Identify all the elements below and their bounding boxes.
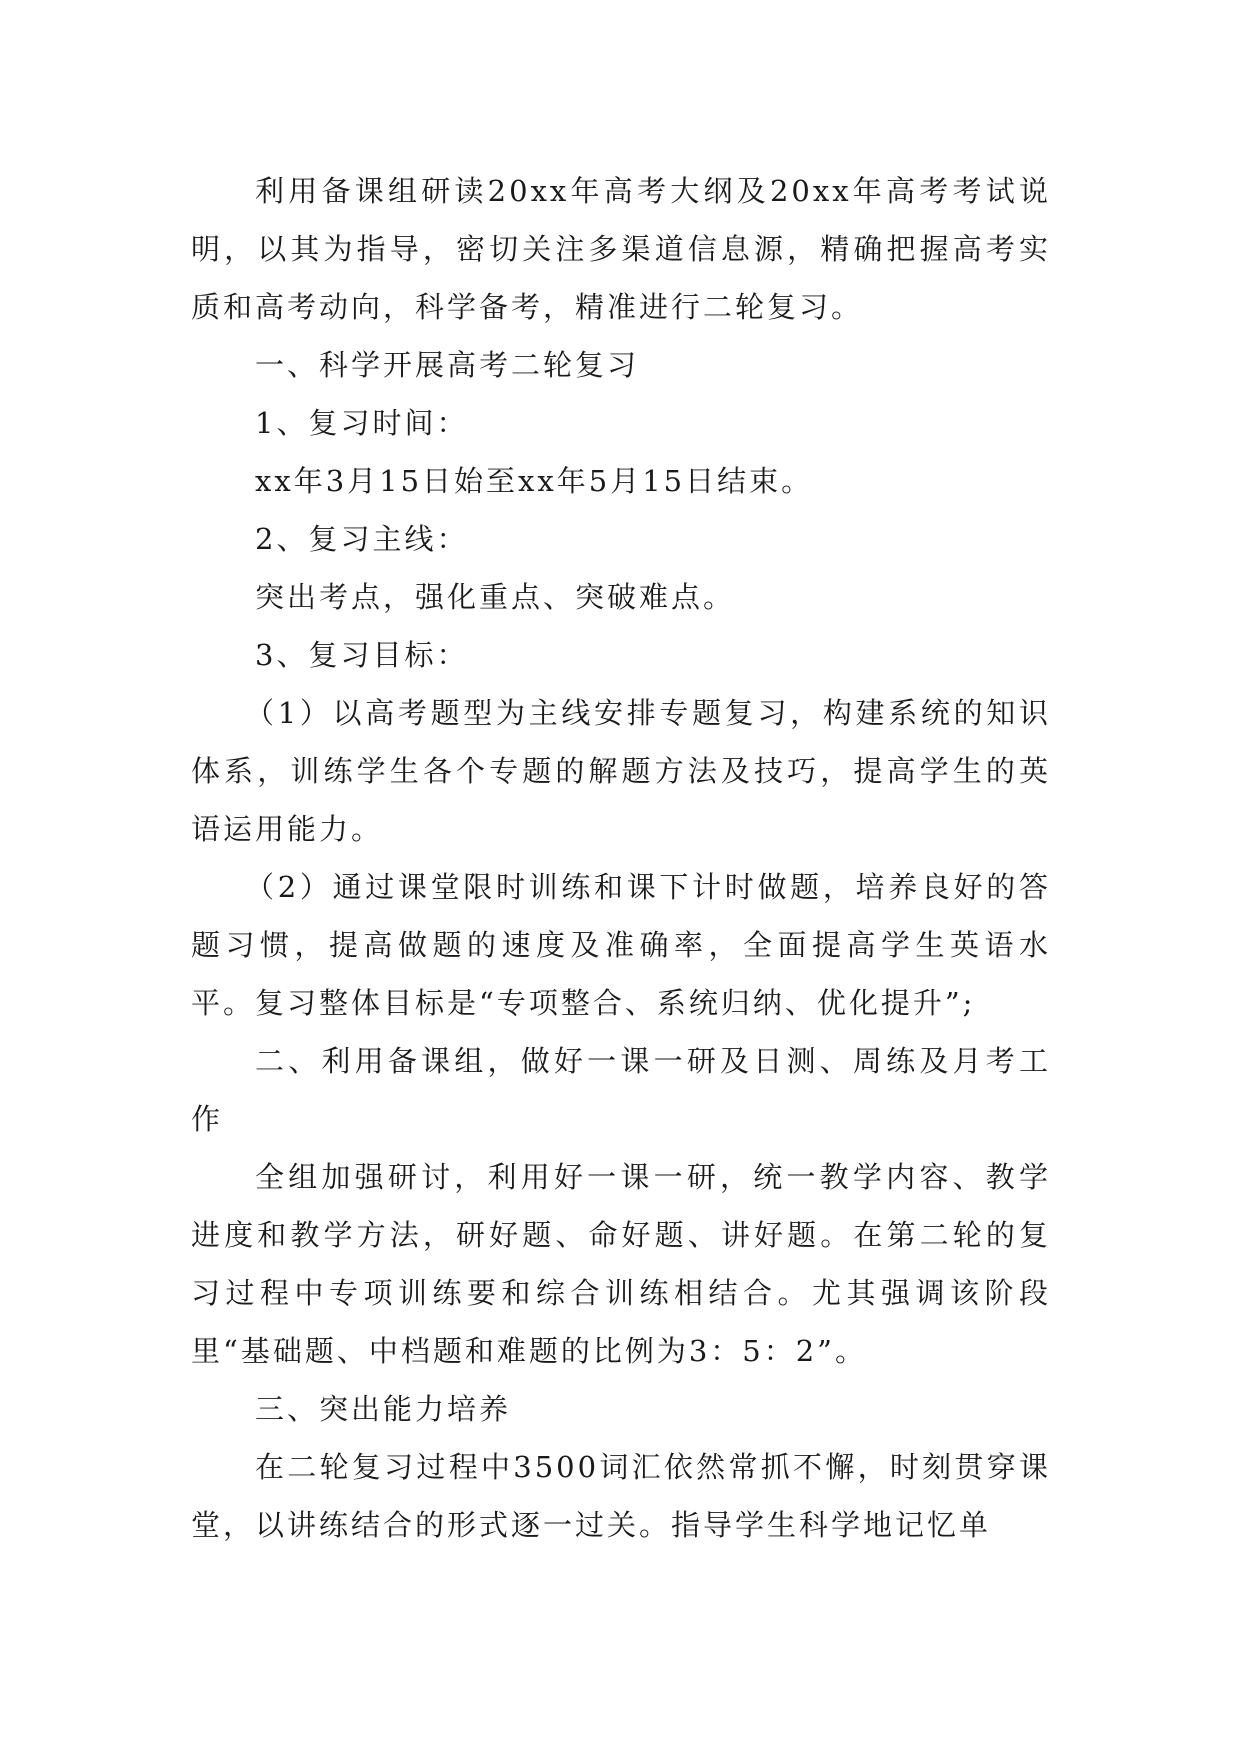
intro-paragraph: 利用备课组研读20xx年高考大纲及20xx年高考考试说明，以其为指导，密切关注多渠道信息源，精确把握高考实质和高考动向，科学备考，精准进行二轮复习。 <box>191 174 1051 324</box>
goal-paragraph-2: （2）通过课堂限时训练和课下计时做题，培养良好的答题习惯，提高做题的速度及准确率，全面提高学生英语水平。复习整体目标是“专项整合、系统归纳、优化提升”; <box>191 870 1051 1020</box>
item-body-review-time: xx年3月15日始至xx年5月15日结束。 <box>255 464 814 498</box>
section-3-paragraph: 在二轮复习过程中3500词汇依然常抓不懈，时刻贯穿课堂，以讲练结合的形式逐一过关。指导学生科学地记忆单 <box>191 1450 1051 1542</box>
document-body <box>191 162 1051 1554</box>
item-heading-review-time: 1、复习时间： <box>255 406 469 440</box>
item-heading-review-mainline: 2、复习主线： <box>255 522 469 556</box>
section-heading-3: 三、突出能力培养 <box>255 1392 512 1426</box>
item-heading-review-goals: 3、复习目标： <box>255 638 469 672</box>
goal-paragraph-1: （1）以高考题型为主线安排专题复习，构建系统的知识体系，训练学生各个专题的解题方法及技巧，提高学生的英语运用能力。 <box>191 696 1051 846</box>
section-heading-2: 二、利用备课组，做好一课一研及日测、周练及月考工作 <box>191 1044 1051 1136</box>
section-2-paragraph: 全组加强研讨，利用好一课一研，统一教学内容、教学进度和教学方法，研好题、命好题、讲好题。在第二轮的复习过程中专项训练要和综合训练相结合。尤其强调该阶段里“基础题、中档题和难题的比例为3：5：2”。 <box>191 1160 1051 1368</box>
item-body-review-mainline: 突出考点，强化重点、突破难点。 <box>255 580 736 614</box>
section-heading-1: 一、科学开展高考二轮复习 <box>255 348 640 382</box>
